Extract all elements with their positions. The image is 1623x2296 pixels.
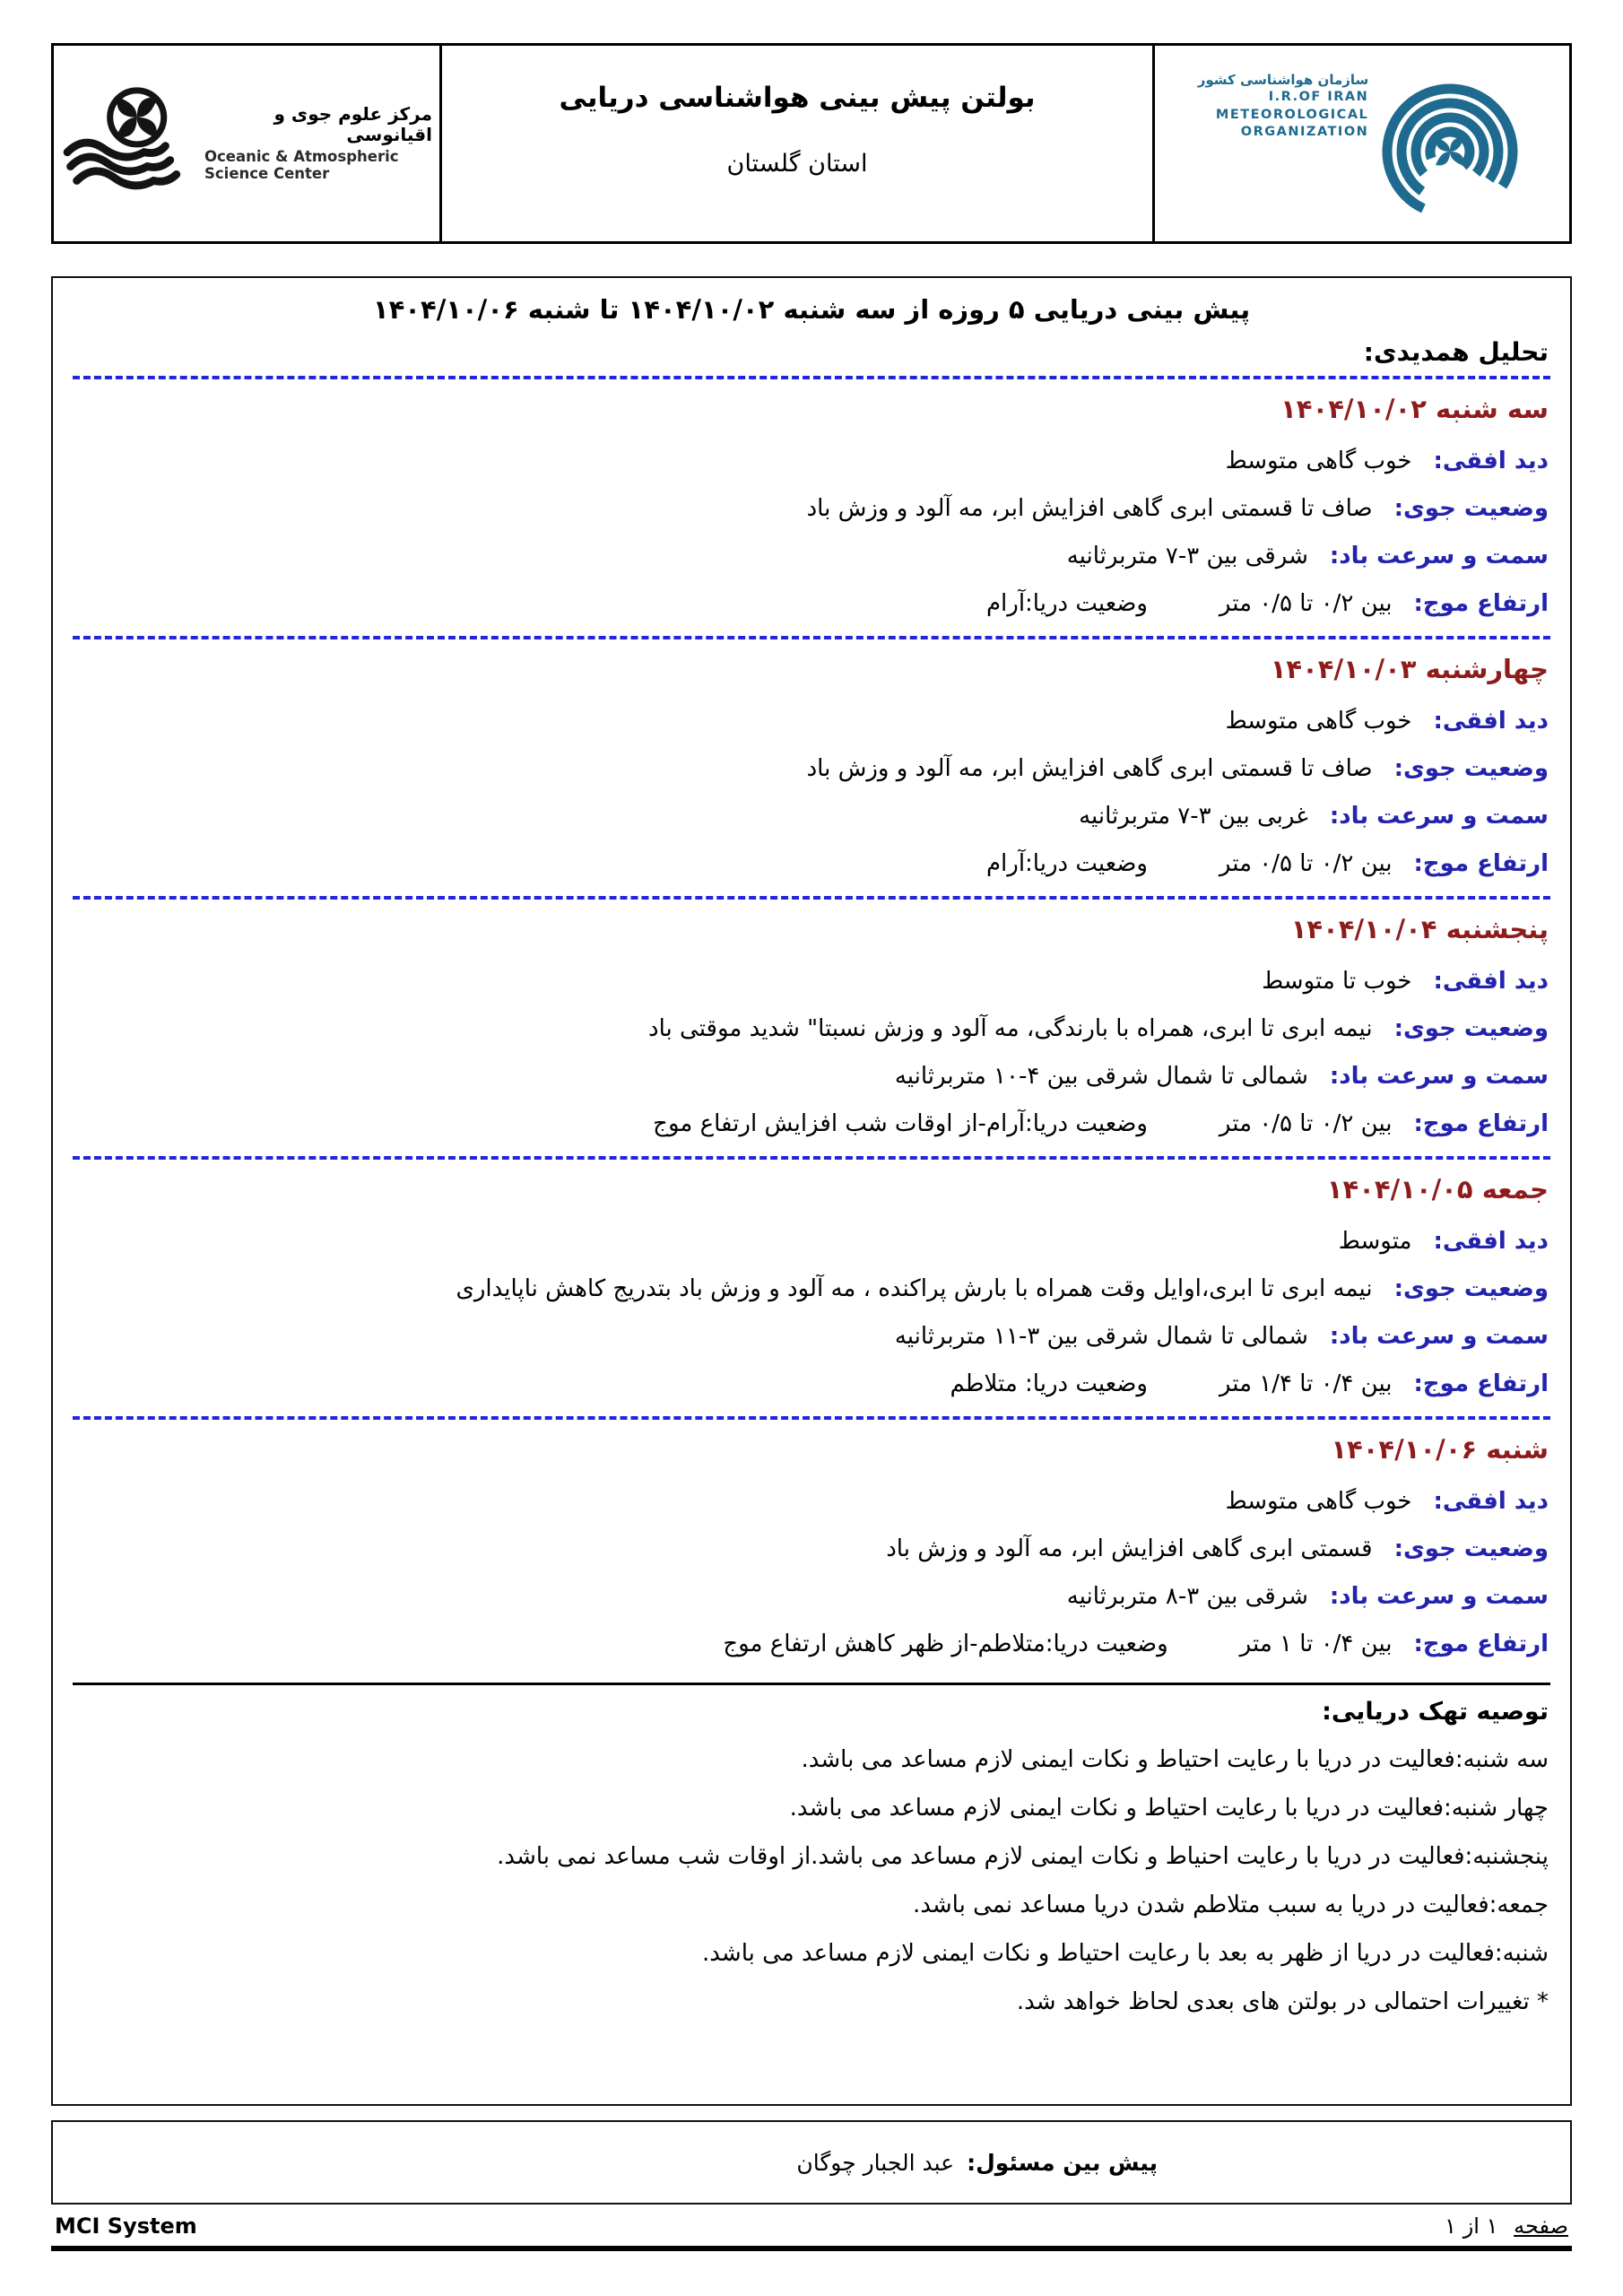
wind-label: سمت و سرعت باد: [1329, 543, 1549, 570]
dashed-separator [73, 1416, 1550, 1420]
oasc-logo-text [204, 104, 432, 183]
visibility-row [71, 1226, 1549, 1257]
irimo-spiral-icon [1374, 62, 1526, 228]
wind-value: غربی بین ۳-۷ متربرثانیه [1079, 803, 1308, 830]
dashed-separator [73, 636, 1550, 639]
page-number [1445, 2213, 1568, 2239]
wave-row [71, 588, 1549, 619]
forecast-box [51, 276, 1572, 2106]
weather-row [71, 1274, 1549, 1304]
day-section-3 [71, 914, 1552, 1160]
wind-value: شمالی تا شمال شرقی بین ۳-۱۱ متربرثانیه [894, 1323, 1308, 1350]
wind-label: سمت و سرعت باد: [1329, 1323, 1549, 1350]
weather-label: وضعیت جوی: [1393, 755, 1549, 782]
weather-value: صاف تا قسمتی ابری گاهی افزایش ابر، مه آلود و وزش باد [806, 755, 1373, 782]
irimo-persian-name: سازمان هواشناسی کشور [1197, 72, 1369, 88]
weather-label: وضعیت جوی: [1393, 1275, 1549, 1302]
forecaster-name: عبد الجبار چوگان [796, 2149, 955, 2176]
wind-value: شرقی بین ۳-۸ متربرثانیه [1066, 1583, 1308, 1610]
visibility-value: خوب گاهی متوسط [1225, 708, 1412, 735]
wind-label: سمت و سرعت باد: [1329, 1063, 1549, 1090]
weather-label: وضعیت جوی: [1393, 495, 1549, 522]
visibility-label: دید افقی: [1433, 448, 1549, 474]
page-info: ۱ از ۱ [1445, 2213, 1498, 2239]
wind-row [71, 541, 1549, 571]
visibility-value: خوب گاهی متوسط [1225, 1488, 1412, 1515]
day-date-heading: سه شنبه ۱۴۰۴/۱۰/۰۲ [1280, 394, 1549, 424]
visibility-value: متوسط [1338, 1228, 1412, 1255]
marine-recommendations-section [71, 1698, 1552, 2017]
weather-value: صاف تا قسمتی ابری گاهی افزایش ابر، مه آلود و وزش باد [806, 495, 1373, 522]
oasc-english-name-line2: Science Center [204, 165, 330, 182]
sea-state-value: وضعیت دریا:آرام [985, 590, 1148, 617]
visibility-row [71, 446, 1549, 476]
day-date-heading: پنجشنبه ۱۴۰۴/۱۰/۰۴ [1290, 914, 1549, 944]
day-date-heading: جمعه ۱۴۰۴/۱۰/۰۵ [1326, 1174, 1549, 1205]
recommendation-line: پنجشنبه:فعالیت در دریا با رعایت احنیاط و نکات ایمنی لازم مساعد می باشد.از اوقات شب مساعد نمی باشد. [497, 1843, 1549, 1870]
header-table [51, 43, 1572, 244]
wave-value: بین ۰/۲ تا ۰/۵ متر [1219, 850, 1393, 877]
header-title-cell [439, 46, 1155, 241]
irimo-logo-text [1198, 71, 1369, 142]
recommendation-line: چهار شنبه:فعالیت در دریا با رعایت احتیاط و نکات ایمنی لازم مساعد می باشد. [789, 1795, 1549, 1822]
forecaster-label: پیش بین مسئول: [967, 2149, 1158, 2176]
forecast-period-title: پیش بینی دریایی ۵ روزه از سه شنبه ۱۴۰۴/۱۰/۰۲ تا شنبه ۱۴۰۴/۱۰/۰۶ [372, 294, 1251, 325]
visibility-row [71, 1486, 1549, 1517]
dashed-separator [73, 896, 1550, 900]
visibility-label: دید افقی: [1433, 968, 1549, 995]
oasc-logo-icon [61, 76, 195, 211]
bulletin-change-note: * تغییرات احتمالی در بولتن های بعدی لحاظ خواهد شد. [1016, 1988, 1549, 2015]
wave-value: بین ۰/۲ تا ۰/۵ متر [1219, 590, 1393, 617]
visibility-value: خوب گاهی متوسط [1225, 448, 1412, 474]
wave-row [71, 1629, 1549, 1659]
wind-label: سمت و سرعت باد: [1329, 1583, 1549, 1610]
day-section-1 [71, 394, 1552, 639]
visibility-label: دید افقی: [1433, 1228, 1549, 1255]
wave-label: ارتفاع موج: [1413, 590, 1549, 617]
sea-state-value: وضعیت دریا:آرام-از اوقات شب افزایش ارتفاع موج [653, 1110, 1148, 1137]
wave-label: ارتفاع موج: [1413, 1370, 1549, 1397]
weather-value: نیمه ابری تا ابری، همراه با بارندگی، مه آلود و وزش نسبتا" شدید موقتی باد [648, 1015, 1373, 1042]
weather-row [71, 753, 1549, 784]
wave-row [71, 1369, 1549, 1399]
province-subtitle: استان گلستان [726, 150, 868, 178]
weather-row [71, 1534, 1549, 1564]
oasc-persian-name: مرکز علوم جوی و اقیانوسی [273, 103, 432, 146]
page-word: صفحه [1514, 2213, 1568, 2239]
day-date-heading: شنبه ۱۴۰۴/۱۰/۰۶ [1331, 1434, 1549, 1465]
wave-row [71, 1109, 1549, 1139]
irimo-en-line2: METEOROLOGICAL [1215, 107, 1369, 122]
oasc-english-name-line1: Oceanic & Atmospheric [204, 148, 399, 166]
wind-value: شرقی بین ۳-۷ متربرثانیه [1066, 543, 1308, 570]
day-date-heading: چهارشنبه ۱۴۰۴/۱۰/۰۳ [1270, 654, 1549, 684]
visibility-value: خوب تا متوسط [1262, 968, 1412, 995]
dashed-separator [73, 376, 1550, 379]
system-name: MCI System [55, 2213, 197, 2239]
wind-row [71, 1581, 1549, 1612]
day-section-4 [71, 1174, 1552, 1420]
irimo-en-line3: ORGANIZATION [1240, 125, 1369, 140]
wind-row [71, 1061, 1549, 1091]
wind-row [71, 1321, 1549, 1352]
recommendations-heading: توصیه تهک دریایی: [1322, 1698, 1549, 1726]
recommendation-line: شنبه:فعالیت در دریا از ظهر به بعد با رعایت احتیاط و نکات ایمنی لازم مساعد می باشد. [702, 1940, 1549, 1967]
weather-value: قسمتی ابری گاهی افزایش ابر، مه آلود و وزش باد [886, 1535, 1373, 1562]
wave-row [71, 848, 1549, 879]
wave-value: بین ۰/۴ تا ۱/۴ متر [1219, 1370, 1393, 1397]
wave-value: بین ۰/۲ تا ۰/۵ متر [1219, 1110, 1393, 1137]
weather-label: وضعیت جوی: [1393, 1015, 1549, 1042]
visibility-label: دید افقی: [1433, 708, 1549, 735]
sea-state-value: وضعیت دریا:آرام [985, 850, 1148, 877]
bulletin-main-title: بولتن پیش بینی هواشناسی دریایی [559, 82, 1036, 114]
solid-separator [73, 1683, 1550, 1685]
day-section-5 [71, 1434, 1552, 1659]
weather-value: نیمه ابری تا ابری،اوایل وقت همراه با بارش پراکنده ، مه آلود و وزش باد بتدریج کاهش ناپایداری [456, 1275, 1373, 1302]
sea-state-value: وضعیت دریا:متلاطم-از ظهر کاهش ارتفاع موج [723, 1631, 1168, 1657]
weather-row [71, 493, 1549, 524]
wave-label: ارتفاع موج: [1413, 1631, 1549, 1657]
forecaster-signature-box [51, 2120, 1572, 2205]
visibility-label: دید افقی: [1433, 1488, 1549, 1515]
wind-value: شمالی تا شمال شرقی بین ۴-۱۰ متربرثانیه [894, 1063, 1308, 1090]
weather-row [71, 1013, 1549, 1044]
day-section-2 [71, 654, 1552, 900]
irimo-logo [1198, 62, 1527, 228]
irimo-logo-cell [1155, 46, 1569, 241]
wave-label: ارتفاع موج: [1413, 850, 1549, 877]
recommendation-line: سه شنبه:فعالیت در دریا با رعایت احتیاط و نکات ایمنی لازم مساعد می باشد. [801, 1746, 1549, 1773]
oasc-logo-cell [54, 46, 439, 241]
sea-state-value: وضعیت دریا: متلاطم [950, 1370, 1148, 1397]
synoptic-analysis-heading: تحلیل همدیدی: [1363, 337, 1549, 367]
page-footer [51, 2213, 1572, 2251]
wind-label: سمت و سرعت باد: [1329, 803, 1549, 830]
irimo-en-line1: I.R.OF IRAN [1268, 90, 1369, 105]
wave-value: بین ۰/۴ تا ۱ متر [1239, 1631, 1393, 1657]
wave-label: ارتفاع موج: [1413, 1110, 1549, 1137]
wind-row [71, 801, 1549, 831]
visibility-row [71, 966, 1549, 996]
weather-label: وضعیت جوی: [1393, 1535, 1549, 1562]
recommendation-line: جمعه:فعالیت در دریا به سبب متلاطم شدن دریا مساعد نمی باشد. [912, 1892, 1549, 1918]
dashed-separator [73, 1156, 1550, 1160]
visibility-row [71, 706, 1549, 736]
